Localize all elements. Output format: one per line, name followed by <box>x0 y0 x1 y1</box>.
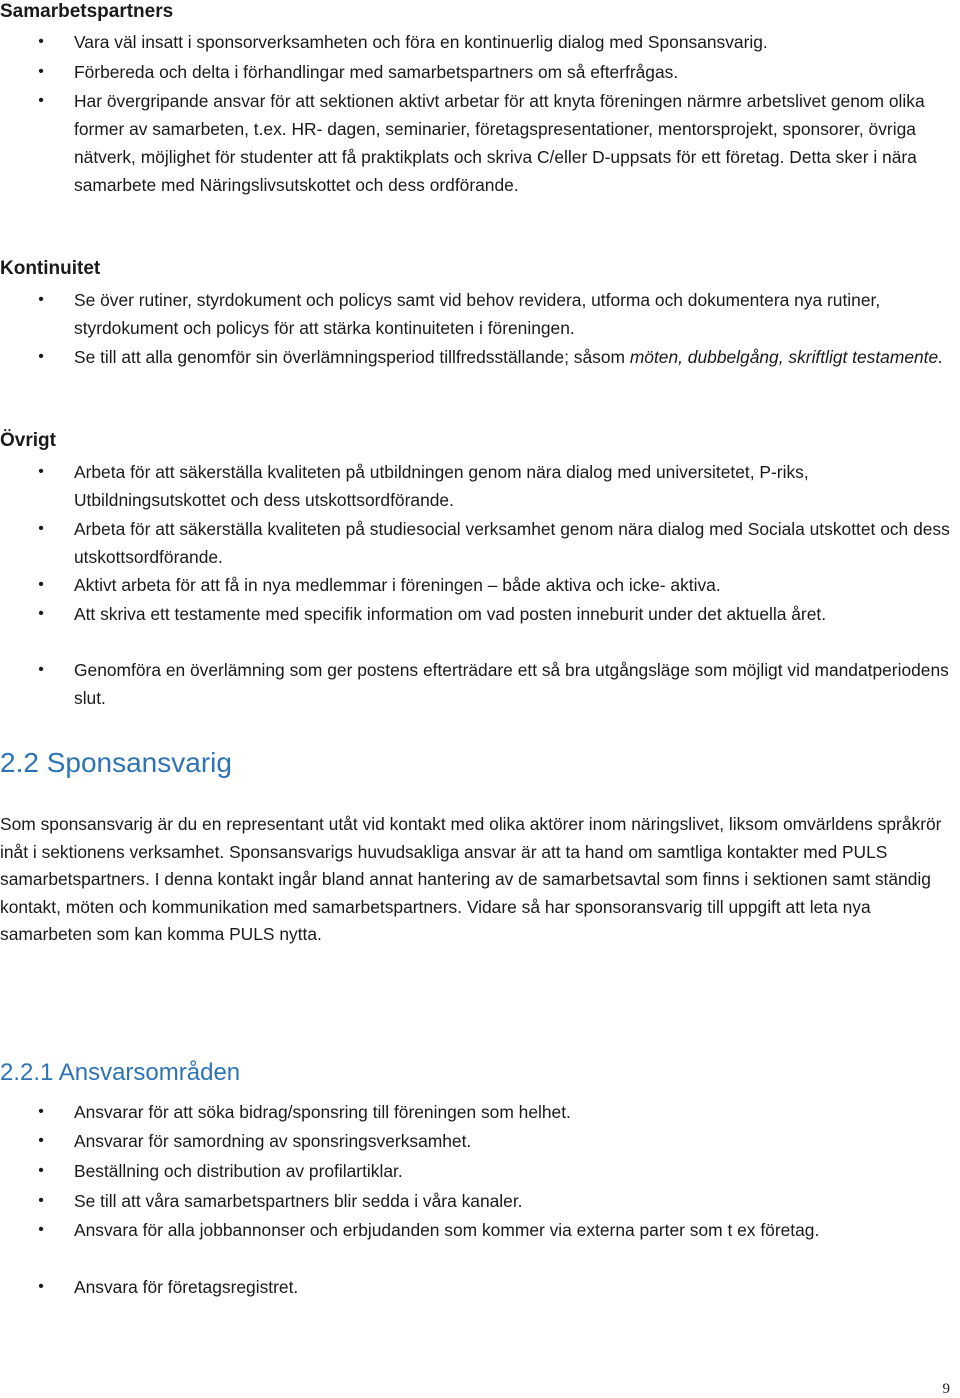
list-item <box>74 343 958 371</box>
bullet-icon: • <box>38 1103 44 1120</box>
list-item: Beställning och distribution av profilartiklar. <box>74 1161 403 1181</box>
list-item-italic-text: möten, dubbelgång, skriftligt testamente. <box>629 347 944 367</box>
list-item: Genomföra en överlämning som ger postens efterträdare ett så bra utgångsläge som möjligt vid mandatperiodens slut. <box>74 660 949 708</box>
list-item: Ansvara för alla jobbannonser och erbjudanden som kommer via externa parter som t ex företag. <box>74 1220 820 1240</box>
list-item: Aktivt arbeta för att få in nya medlemmar i föreningen – både aktiva och icke- aktiva. <box>74 575 721 595</box>
body-paragraph: Som sponsansvarig är du en representant utåt vid kontakt med olika aktörer inom näringslivet, liksom omvärldens språkrör inåt i sektionens verksamhet. Sponsansvarigs huvudsakliga ansvar är att ta hand om samtliga kontakter med PULS samarbetspartners. I denna kontakt ingår bland annat hantering av de samarbetsavtal som finns i sektionen samt ständig kontakt, möten och kommunikation med samarbetspartners. Vidare så har sponsoransvarig till uppgift att leta nya samarbeten som kan komma PULS nytta. <box>0 814 942 945</box>
list-item: Förbereda och delta i förhandlingar med samarbetspartners om så efterfrågas. <box>74 62 679 82</box>
bullet-icon: • <box>38 348 44 365</box>
section-heading-ansvarsomraden: 2.2.1 Ansvarsområden <box>0 1059 241 1086</box>
bullet-icon: • <box>38 63 44 80</box>
bullet-icon: • <box>38 1278 44 1295</box>
list-item: Arbeta för att säkerställa kvaliteten på studiesocial verksamhet genom nära dialog med Sociala utskottet och dess utskottsordförande. <box>74 519 950 567</box>
section-heading-kontinuitet: Kontinuitet <box>0 258 101 279</box>
list-item: Se till att våra samarbetspartners blir sedda i våra kanaler. <box>74 1191 523 1211</box>
bullet-icon: • <box>38 33 44 50</box>
bullet-icon: • <box>38 1162 44 1179</box>
bullet-icon: • <box>38 661 44 678</box>
list-item: Arbeta för att säkerställa kvaliteten på utbildningen genom nära dialog med universitetet, P-riks, Utbildningsutskottet och dess utskottsordförande. <box>74 462 809 510</box>
section-heading-samarbetspartners: Samarbetspartners <box>0 1 174 22</box>
bullet-icon: • <box>38 291 44 308</box>
bullet-icon: • <box>38 1192 44 1209</box>
list-item: Vara väl insatt i sponsorverksamheten och föra en kontinuerlig dialog med Sponsansvarig. <box>74 32 768 52</box>
list-item: Se över rutiner, styrdokument och policys samt vid behov revidera, utforma och dokumentera nya rutiner, styrdokument och policys för att stärka kontinuiteten i föreningen. <box>74 290 881 338</box>
bullet-icon: • <box>38 520 44 537</box>
section-heading-ovrigt: Övrigt <box>0 430 56 451</box>
bullet-icon: • <box>38 1221 44 1238</box>
list-item: Att skriva ett testamente med specifik information om vad posten inneburit under det aktuella året. <box>74 604 827 624</box>
bullet-icon: • <box>38 92 44 109</box>
bullet-icon: • <box>38 1132 44 1149</box>
page-number: 9 <box>942 1381 950 1397</box>
section-heading-sponsansvarig: 2.2 Sponsansvarig <box>0 747 232 778</box>
bullet-icon: • <box>38 463 44 480</box>
bullet-icon: • <box>38 605 44 622</box>
list-item-text: Se till att alla genomför sin överlämningsperiod tillfredsställande; såsom <box>74 347 630 367</box>
bullet-icon: • <box>38 576 44 593</box>
list-item: Ansvarar för att söka bidrag/sponsring till föreningen som helhet. <box>74 1102 571 1122</box>
list-item: Ansvarar för samordning av sponsringsverksamhet. <box>74 1131 472 1151</box>
list-item: Har övergripande ansvar för att sektionen aktivt arbetar för att knyta föreningen närmre arbetslivet genom olika former av samarbeten, t.ex. HR- dagen, seminarier, företagspresentationer, mentorsprojekt, sponsorer, övriga nätverk, möjlighet för studenter att få praktikplats och skriva C/eller D-uppsats för ett företag. Detta sker i nära samarbete med Näringslivsutskottet och dess ordförande. <box>74 91 925 195</box>
list-item: Ansvara för företagsregistret. <box>74 1277 299 1297</box>
